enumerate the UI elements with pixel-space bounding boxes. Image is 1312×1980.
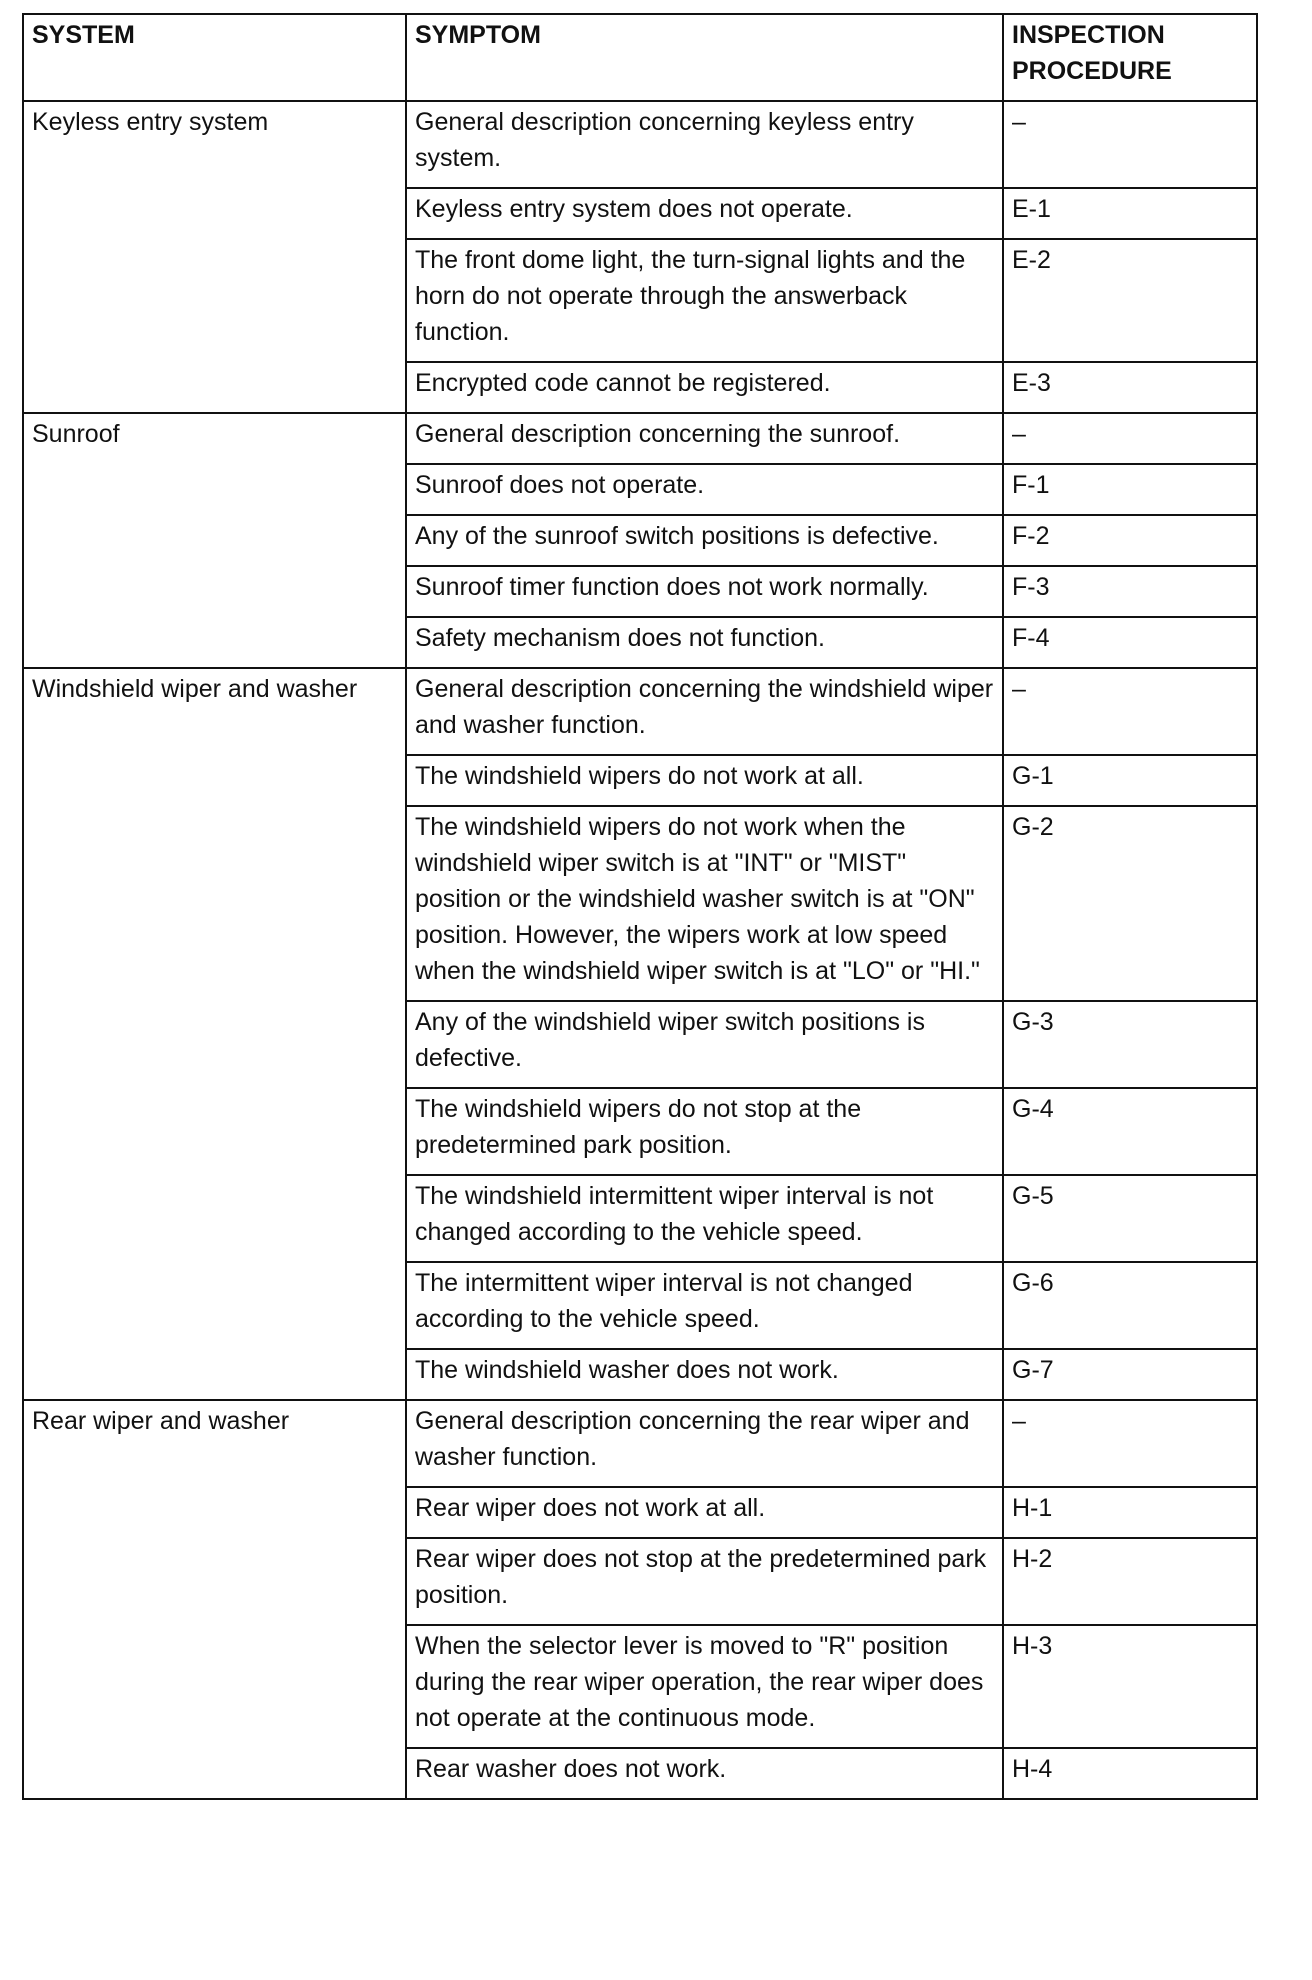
symptom-cell: Safety mechanism does not function.: [406, 617, 1003, 668]
procedure-cell: E-1: [1003, 188, 1257, 239]
procedure-cell: –: [1003, 413, 1257, 464]
symptom-cell: The windshield wipers do not work at all.: [406, 755, 1003, 806]
procedure-cell: E-2: [1003, 239, 1257, 362]
procedure-cell: G-2: [1003, 806, 1257, 1001]
procedure-cell: G-5: [1003, 1175, 1257, 1262]
symptom-cell: The front dome light, the turn-signal lights and the horn do not operate through the answerback function.: [406, 239, 1003, 362]
table-row: [23, 1400, 1257, 1487]
table-row: [23, 413, 1257, 464]
symptom-cell: General description concerning the windshield wiper and washer function.: [406, 668, 1003, 755]
symptom-cell: General description concerning the sunroof.: [406, 413, 1003, 464]
symptom-cell: Any of the sunroof switch positions is defective.: [406, 515, 1003, 566]
symptom-cell: When the selector lever is moved to "R" position during the rear wiper operation, the rear wiper does not operate at the continuous mode.: [406, 1625, 1003, 1748]
symptom-cell: Rear wiper does not work at all.: [406, 1487, 1003, 1538]
symptom-cell: The windshield wipers do not stop at the predetermined park position.: [406, 1088, 1003, 1175]
table-row: [23, 668, 1257, 755]
symptom-cell: Rear wiper does not stop at the predetermined park position.: [406, 1538, 1003, 1625]
procedure-cell: G-4: [1003, 1088, 1257, 1175]
symptom-cell: The windshield wipers do not work when the windshield wiper switch is at "INT" or "MIST" position or the windshield washer switch is at "ON" position. However, the wipers work at low speed when the windshield wiper switch is at "LO" or "HI.": [406, 806, 1003, 1001]
procedure-cell: G-7: [1003, 1349, 1257, 1400]
symptom-cell: Sunroof does not operate.: [406, 464, 1003, 515]
system-cell: Rear wiper and washer: [23, 1400, 406, 1799]
inspection-table: [22, 13, 1258, 1800]
symptom-cell: Rear washer does not work.: [406, 1748, 1003, 1799]
header-procedure-line1: INSPECTION: [1012, 21, 1165, 49]
procedure-cell: G-3: [1003, 1001, 1257, 1088]
symptom-cell: The windshield washer does not work.: [406, 1349, 1003, 1400]
procedure-cell: F-4: [1003, 617, 1257, 668]
procedure-cell: H-3: [1003, 1625, 1257, 1748]
symptom-cell: Any of the windshield wiper switch positions is defective.: [406, 1001, 1003, 1088]
system-cell: Windshield wiper and washer: [23, 668, 406, 1400]
table-row: [23, 101, 1257, 188]
procedure-cell: H-1: [1003, 1487, 1257, 1538]
procedure-cell: –: [1003, 668, 1257, 755]
header-row: [23, 14, 1257, 101]
procedure-cell: –: [1003, 1400, 1257, 1487]
symptom-cell: Keyless entry system does not operate.: [406, 188, 1003, 239]
procedure-cell: F-1: [1003, 464, 1257, 515]
symptom-cell: The intermittent wiper interval is not changed according to the vehicle speed.: [406, 1262, 1003, 1349]
header-procedure-line2: PROCEDURE: [1012, 57, 1172, 85]
symptom-cell: Sunroof timer function does not work normally.: [406, 566, 1003, 617]
procedure-cell: H-4: [1003, 1748, 1257, 1799]
procedure-cell: E-3: [1003, 362, 1257, 413]
procedure-cell: G-1: [1003, 755, 1257, 806]
procedure-cell: G-6: [1003, 1262, 1257, 1349]
procedure-cell: H-2: [1003, 1538, 1257, 1625]
procedure-cell: –: [1003, 101, 1257, 188]
symptom-cell: The windshield intermittent wiper interval is not changed according to the vehicle speed.: [406, 1175, 1003, 1262]
symptom-cell: General description concerning the rear wiper and washer function.: [406, 1400, 1003, 1487]
symptom-cell: General description concerning keyless entry system.: [406, 101, 1003, 188]
procedure-cell: F-3: [1003, 566, 1257, 617]
system-cell: Keyless entry system: [23, 101, 406, 413]
procedure-cell: F-2: [1003, 515, 1257, 566]
symptom-cell: Encrypted code cannot be registered.: [406, 362, 1003, 413]
header-system: SYSTEM: [23, 14, 406, 101]
header-procedure: [1003, 14, 1257, 101]
system-cell: Sunroof: [23, 413, 406, 668]
header-symptom: SYMPTOM: [406, 14, 1003, 101]
